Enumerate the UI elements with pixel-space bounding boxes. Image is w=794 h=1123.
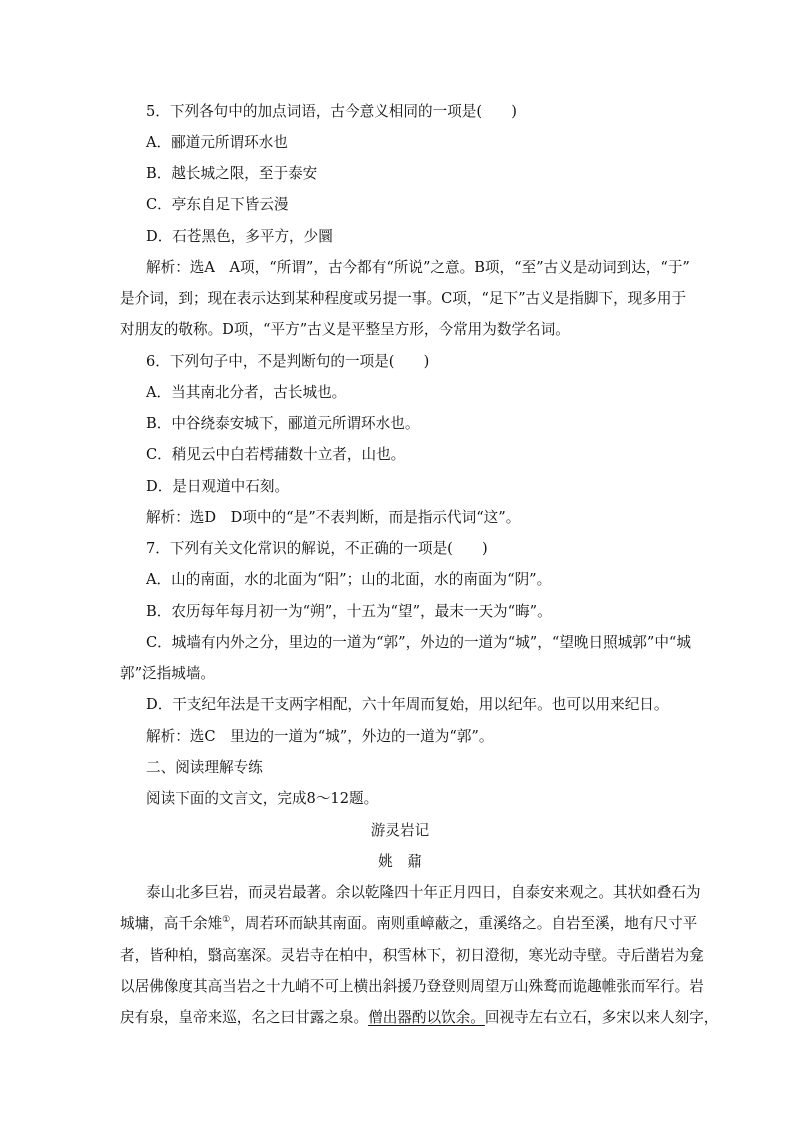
footnote-marker: ① [222,915,231,926]
underlined-sentence: 僧出器酌以饮余。 [368,1009,485,1026]
passage-text: 戻有泉，皇帝来巡，名之曰甘露之泉。 [120,1009,369,1026]
question-5-stem: 5．下列各句中的加点词语，古今意义相同的一项是( ) [146,103,517,120]
q7-option-c-line-2: 郭”泛指城墙。 [120,665,216,682]
q6-analysis: 解析：选D D项中的“是”不表判断，而是指示代词“这”。 [146,509,521,526]
passage-text: ，周若环而缺其南面。南则重嶂蔽之，重溪络之。自岩至溪，地有尺寸平 [230,915,698,932]
q7-option-d: D．干支纪年法是干支两字相配，六十年周而复始，用以纪年。也可以用来纪日。 [146,696,669,713]
passage-text: 城墉，高千余雉 [120,915,223,932]
passage-line-2 [120,914,698,934]
passage-line-5 [120,1008,719,1028]
q7-option-c-line-1: C．城墙有内外之分，里边的一道为“郭”，外边的一道为“城”，“望晚日照城郭”中“城 [146,634,691,651]
question-7-stem: 7．下列有关文化常识的解说，不正确的一项是( ) [146,540,488,557]
q7-analysis: 解析：选C 里边的一道为“城”，外边的一道为“郭”。 [146,728,494,745]
q5-analysis-line-3: 对朋友的敬称。D项，“平方”古义是平整呈方形，今常用为数学名词。 [120,321,570,338]
q5-option-c: C．亭东自足下皆云漫 [146,196,289,213]
q6-option-c: C．稍见云中白若樗蒱数十立者，山也。 [146,446,406,463]
q5-option-b: B．越长城之限，至于泰安 [146,165,318,182]
passage-author: 姚 鼐 [378,853,422,870]
q6-option-b: B．中谷绕泰安城下，郦道元所谓环水也。 [146,415,420,432]
q5-option-d: D．石苍黑色，多平方，少圜 [146,228,333,245]
passage-line-4: 以居佛像度其高当岩之十九峭不可上横出斜援乃登登则周望万山殊鹜而诡趣帷张而军行。岩 [120,978,704,995]
q7-option-a: A．山的南面，水的北面为“阳”；山的北面，水的南面为“阴”。 [146,571,552,588]
q7-option-b: B．农历每年每月初一为“朔”，十五为“望”，最末一天为“晦”。 [146,603,552,620]
section-heading: 二、阅读理解专练 [146,759,263,776]
passage-text: 回视寺左右立石，多宋以来人刻字， [484,1009,719,1026]
q5-analysis-line-1: 解析：选A A项，“所谓”，古今都有“所说”之意。B项，“至”古义是动词到达，“于” [146,259,690,276]
q5-option-a: A．郦道元所谓环水也 [146,134,288,151]
q6-option-a: A．当其南北分者，古长城也。 [146,384,347,401]
passage-line-3: 者，皆种柏，翳高塞深。灵岩寺在柏中，积雪林下，初日澄彻，寒光动寺壁。寺后凿岩为龛 [120,947,704,964]
question-6-stem: 6．下列句子中，不是判断句的一项是( ) [146,353,430,370]
reading-instruction: 阅读下面的文言文，完成8～12题。 [146,790,379,807]
q5-analysis-line-2: 是介词，到；现在表示达到某种程度或另提一事。C项，“足下”古义是指脚下，现多用于 [120,290,687,307]
q6-option-d: D．是日观道中石刻。 [146,478,290,495]
passage-title: 游灵岩记 [370,822,430,839]
passage-line-1: 泰山北多巨岩，而灵岩最著。余以乾隆四十年正月四日，自泰安来观之。其状如叠石为 [146,884,701,901]
